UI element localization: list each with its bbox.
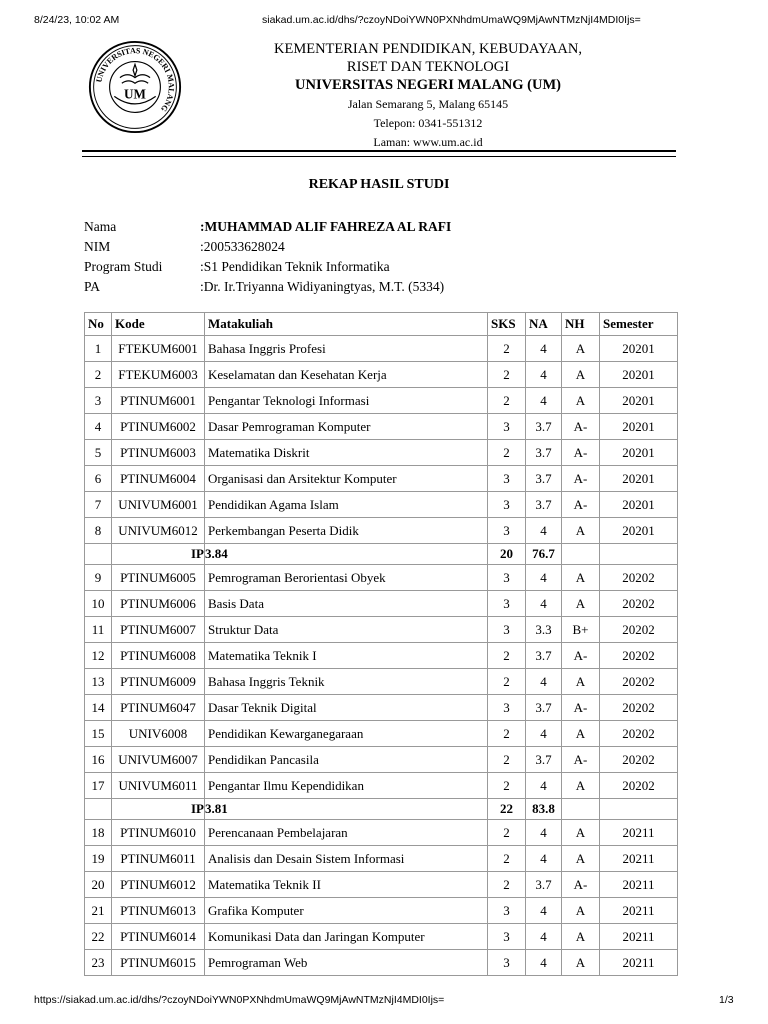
cell-semester: 20201	[600, 466, 678, 492]
print-url: siakad.um.ac.id/dhs/?czoyNDoiYWN0PXNhdmUmaWQ9MjAwNTMzNjI4MDI0Ijs=	[262, 14, 641, 26]
table-header-row	[85, 313, 678, 336]
cell-na: 4	[526, 898, 562, 924]
header-semester: Semester	[600, 313, 678, 336]
table-row	[85, 518, 678, 544]
cell-kode: PTINUM6012	[112, 872, 205, 898]
cell-sks: 3	[488, 492, 526, 518]
cell-semester: 20202	[600, 773, 678, 799]
grades-body	[85, 336, 678, 976]
cell-semester: 20211	[600, 846, 678, 872]
cell-empty	[85, 544, 112, 565]
cell-sks: 2	[488, 336, 526, 362]
table-row	[85, 695, 678, 721]
prodi-label: Program Studi	[84, 259, 163, 274]
cell-no: 18	[85, 820, 112, 846]
cell-nh: A-	[562, 643, 600, 669]
cell-kode: FTEKUM6003	[112, 362, 205, 388]
university-name: UNIVERSITAS NEGERI MALANG (UM)	[295, 77, 561, 93]
cell-sks: 3	[488, 898, 526, 924]
cell-no: 23	[85, 950, 112, 976]
table-row	[85, 591, 678, 617]
cell-na: 3.7	[526, 643, 562, 669]
cell-no: 2	[85, 362, 112, 388]
cell-nh: A	[562, 336, 600, 362]
header-rule-thick	[82, 150, 676, 152]
cell-matakuliah: Perkembangan Peserta Didik	[205, 518, 488, 544]
cell-na: 3.7	[526, 440, 562, 466]
cell-kode: UNIVUM6012	[112, 518, 205, 544]
cell-semester: 20202	[600, 617, 678, 643]
cell-matakuliah: Pemrograman Web	[205, 950, 488, 976]
cell-kode: PTINUM6010	[112, 820, 205, 846]
table-row	[85, 721, 678, 747]
cell-semester: 20211	[600, 924, 678, 950]
cell-no: 10	[85, 591, 112, 617]
print-datetime: 8/24/23, 10:02 AM	[34, 14, 120, 26]
cell-nh: A-	[562, 492, 600, 518]
cell-semester: 20202	[600, 747, 678, 773]
cell-semester: 20201	[600, 440, 678, 466]
letterhead	[200, 40, 656, 152]
cell-kode: FTEKUM6001	[112, 336, 205, 362]
footer-url: https://siakad.um.ac.id/dhs/?czoyNDoiYWN0PXNhdmUmaWQ9MjAwNTMzNjI4MDI0Ijs=	[34, 994, 445, 1006]
cell-sks: 2	[488, 388, 526, 414]
cell-na: 4	[526, 336, 562, 362]
cell-sks: 3	[488, 518, 526, 544]
cell-sks: 3	[488, 617, 526, 643]
cell-semester: 20202	[600, 591, 678, 617]
ministry-line-2: RISET DAN TEKNOLOGI	[346, 59, 510, 75]
cell-semester: 20211	[600, 872, 678, 898]
cell-no: 11	[85, 617, 112, 643]
cell-sks: 2	[488, 362, 526, 388]
cell-matakuliah: Struktur Data	[205, 617, 488, 643]
cell-sks: 3	[488, 466, 526, 492]
table-row	[85, 565, 678, 591]
cell-sks: 2	[488, 872, 526, 898]
cell-sks: 3	[488, 591, 526, 617]
cell-sks: 3	[488, 950, 526, 976]
grades-table	[84, 312, 678, 976]
cell-semester: 20202	[600, 565, 678, 591]
cell-na: 4	[526, 518, 562, 544]
cell-kode: PTINUM6014	[112, 924, 205, 950]
cell-no: 14	[85, 695, 112, 721]
ip-value: 3.81	[205, 799, 488, 820]
cell-matakuliah: Pemrograman Berorientasi Obyek	[205, 565, 488, 591]
cell-semester: 20202	[600, 721, 678, 747]
cell-sks: 3	[488, 565, 526, 591]
cell-kode: PTINUM6006	[112, 591, 205, 617]
cell-na: 3.7	[526, 747, 562, 773]
table-row	[85, 643, 678, 669]
cell-kode: UNIV6008	[112, 721, 205, 747]
page-number: 1/3	[719, 994, 734, 1006]
cell-kode: PTINUM6008	[112, 643, 205, 669]
cell-sks: 2	[488, 846, 526, 872]
cell-kode: PTINUM6004	[112, 466, 205, 492]
cell-semester: 20201	[600, 492, 678, 518]
cell-semester: 20201	[600, 336, 678, 362]
cell-no: 20	[85, 872, 112, 898]
cell-kode: PTINUM6007	[112, 617, 205, 643]
cell-na: 4	[526, 565, 562, 591]
cell-no: 12	[85, 643, 112, 669]
cell-empty	[600, 544, 678, 565]
logo-ring-text: UNIVERSITAS NEGERI MALANG	[94, 46, 176, 114]
cell-sks: 3	[488, 924, 526, 950]
cell-sks: 2	[488, 820, 526, 846]
cell-matakuliah: Bahasa Inggris Teknik	[205, 669, 488, 695]
cell-nh: A	[562, 362, 600, 388]
cell-nh: A	[562, 721, 600, 747]
cell-kode: UNIVUM6007	[112, 747, 205, 773]
cell-nh: A	[562, 518, 600, 544]
cell-nh: A-	[562, 747, 600, 773]
university-phone: Telepon: 0341-551312	[373, 116, 483, 130]
pa-value: :Dr. Ir.Triyanna Widiyaningtyas, M.T. (5334)	[200, 279, 445, 294]
cell-nh: A	[562, 669, 600, 695]
cell-nh: A	[562, 846, 600, 872]
cell-nh: A	[562, 950, 600, 976]
cell-nh: A	[562, 565, 600, 591]
cell-no: 4	[85, 414, 112, 440]
header-rule-thin	[82, 156, 676, 157]
cell-no: 17	[85, 773, 112, 799]
cell-na: 4	[526, 669, 562, 695]
cell-matakuliah: Bahasa Inggris Profesi	[205, 336, 488, 362]
cell-na: 3.7	[526, 414, 562, 440]
table-row	[85, 336, 678, 362]
cell-matakuliah: Pendidikan Agama Islam	[205, 492, 488, 518]
cell-kode: PTINUM6002	[112, 414, 205, 440]
cell-empty	[85, 799, 112, 820]
table-row	[85, 466, 678, 492]
cell-sks: 2	[488, 669, 526, 695]
cell-na: 3.7	[526, 695, 562, 721]
cell-no: 7	[85, 492, 112, 518]
total-sks: 22	[488, 799, 526, 820]
cell-no: 5	[85, 440, 112, 466]
cell-nh: A	[562, 820, 600, 846]
cell-matakuliah: Pendidikan Pancasila	[205, 747, 488, 773]
cell-nh: A-	[562, 466, 600, 492]
ip-value: 3.84	[205, 544, 488, 565]
cell-nh: A	[562, 898, 600, 924]
cell-matakuliah: Pengantar Ilmu Kependidikan	[205, 773, 488, 799]
table-row	[85, 362, 678, 388]
cell-semester: 20211	[600, 820, 678, 846]
cell-nh: A-	[562, 872, 600, 898]
table-row	[85, 669, 678, 695]
nama-label: Nama	[84, 219, 117, 234]
cell-na: 4	[526, 591, 562, 617]
logo-center-text: UM	[124, 86, 146, 102]
cell-nh: A	[562, 924, 600, 950]
cell-sks: 2	[488, 440, 526, 466]
total-na: 83.8	[526, 799, 562, 820]
cell-no: 13	[85, 669, 112, 695]
cell-na: 4	[526, 388, 562, 414]
table-row	[85, 414, 678, 440]
table-row	[85, 924, 678, 950]
svg-text:UNIVERSITAS NEGERI MALANG	[94, 46, 175, 113]
cell-no: 19	[85, 846, 112, 872]
cell-na: 3.3	[526, 617, 562, 643]
cell-no: 1	[85, 336, 112, 362]
ip-label: IP	[112, 544, 205, 565]
cell-kode: PTINUM6001	[112, 388, 205, 414]
cell-semester: 20211	[600, 950, 678, 976]
cell-matakuliah: Dasar Teknik Digital	[205, 695, 488, 721]
cell-kode: PTINUM6005	[112, 565, 205, 591]
table-row	[85, 872, 678, 898]
cell-na: 4	[526, 721, 562, 747]
prodi-value: :S1 Pendidikan Teknik Informatika	[200, 259, 390, 274]
cell-kode: PTINUM6003	[112, 440, 205, 466]
document-title: REKAP HASIL STUDI	[308, 177, 450, 192]
cell-sks: 2	[488, 721, 526, 747]
cell-matakuliah: Dasar Pemrograman Komputer	[205, 414, 488, 440]
cell-empty	[600, 799, 678, 820]
cell-na: 4	[526, 820, 562, 846]
ministry-line-1: KEMENTERIAN PENDIDIKAN, KEBUDAYAAN,	[274, 41, 582, 57]
cell-no: 21	[85, 898, 112, 924]
table-row	[85, 820, 678, 846]
cell-semester: 20202	[600, 669, 678, 695]
pa-label: PA	[84, 279, 101, 294]
table-row	[85, 440, 678, 466]
header-kode: Kode	[112, 313, 205, 336]
nim-label: NIM	[84, 239, 111, 254]
cell-na: 4	[526, 846, 562, 872]
table-row	[85, 388, 678, 414]
cell-na: 4	[526, 924, 562, 950]
table-row	[85, 773, 678, 799]
cell-no: 22	[85, 924, 112, 950]
header-matakuliah: Matakuliah	[205, 313, 488, 336]
cell-kode: PTINUM6011	[112, 846, 205, 872]
cell-matakuliah: Organisasi dan Arsitektur Komputer	[205, 466, 488, 492]
cell-kode: UNIVUM6011	[112, 773, 205, 799]
cell-kode: PTINUM6009	[112, 669, 205, 695]
header-no: No	[85, 313, 112, 336]
cell-sks: 2	[488, 747, 526, 773]
total-na: 76.7	[526, 544, 562, 565]
cell-na: 3.7	[526, 872, 562, 898]
cell-no: 16	[85, 747, 112, 773]
cell-kode: PTINUM6047	[112, 695, 205, 721]
cell-matakuliah: Basis Data	[205, 591, 488, 617]
cell-semester: 20202	[600, 643, 678, 669]
ip-summary-row	[85, 799, 678, 820]
cell-matakuliah: Matematika Diskrit	[205, 440, 488, 466]
cell-matakuliah: Grafika Komputer	[205, 898, 488, 924]
cell-nh: A	[562, 591, 600, 617]
table-row	[85, 898, 678, 924]
cell-nh: A-	[562, 695, 600, 721]
cell-sks: 2	[488, 643, 526, 669]
cell-na: 4	[526, 362, 562, 388]
cell-sks: 3	[488, 695, 526, 721]
cell-nh: A-	[562, 414, 600, 440]
header-sks: SKS	[488, 313, 526, 336]
university-logo-icon	[88, 40, 182, 134]
nama-value: :MUHAMMAD ALIF FAHREZA AL RAFI	[200, 219, 452, 234]
table-row	[85, 846, 678, 872]
cell-nh: B+	[562, 617, 600, 643]
university-website: Laman: www.um.ac.id	[373, 135, 483, 149]
cell-semester: 20201	[600, 362, 678, 388]
table-row	[85, 617, 678, 643]
cell-matakuliah: Matematika Teknik I	[205, 643, 488, 669]
cell-nh: A	[562, 388, 600, 414]
cell-kode: PTINUM6013	[112, 898, 205, 924]
cell-na: 4	[526, 950, 562, 976]
cell-sks: 2	[488, 773, 526, 799]
ip-summary-row	[85, 544, 678, 565]
cell-semester: 20202	[600, 695, 678, 721]
cell-no: 8	[85, 518, 112, 544]
cell-kode: UNIVUM6001	[112, 492, 205, 518]
table-row	[85, 950, 678, 976]
header-nh: NH	[562, 313, 600, 336]
cell-matakuliah: Perencanaan Pembelajaran	[205, 820, 488, 846]
cell-semester: 20201	[600, 388, 678, 414]
nim-value: :200533628024	[200, 239, 285, 254]
cell-matakuliah: Analisis dan Desain Sistem Informasi	[205, 846, 488, 872]
cell-empty	[562, 544, 600, 565]
cell-nh: A	[562, 773, 600, 799]
cell-nh: A-	[562, 440, 600, 466]
table-row	[85, 492, 678, 518]
cell-semester: 20211	[600, 898, 678, 924]
cell-matakuliah: Pendidikan Kewarganegaraan	[205, 721, 488, 747]
cell-no: 9	[85, 565, 112, 591]
cell-no: 15	[85, 721, 112, 747]
header-na: NA	[526, 313, 562, 336]
cell-matakuliah: Komunikasi Data dan Jaringan Komputer	[205, 924, 488, 950]
cell-semester: 20201	[600, 414, 678, 440]
cell-na: 4	[526, 773, 562, 799]
cell-empty	[562, 799, 600, 820]
table-row	[85, 747, 678, 773]
ip-label: IP	[112, 799, 205, 820]
university-address: Jalan Semarang 5, Malang 65145	[347, 97, 509, 111]
cell-na: 3.7	[526, 492, 562, 518]
cell-matakuliah: Pengantar Teknologi Informasi	[205, 388, 488, 414]
cell-kode: PTINUM6015	[112, 950, 205, 976]
cell-no: 6	[85, 466, 112, 492]
cell-sks: 3	[488, 414, 526, 440]
cell-semester: 20201	[600, 518, 678, 544]
cell-matakuliah: Matematika Teknik II	[205, 872, 488, 898]
cell-na: 3.7	[526, 466, 562, 492]
cell-matakuliah: Keselamatan dan Kesehatan Kerja	[205, 362, 488, 388]
total-sks: 20	[488, 544, 526, 565]
cell-no: 3	[85, 388, 112, 414]
